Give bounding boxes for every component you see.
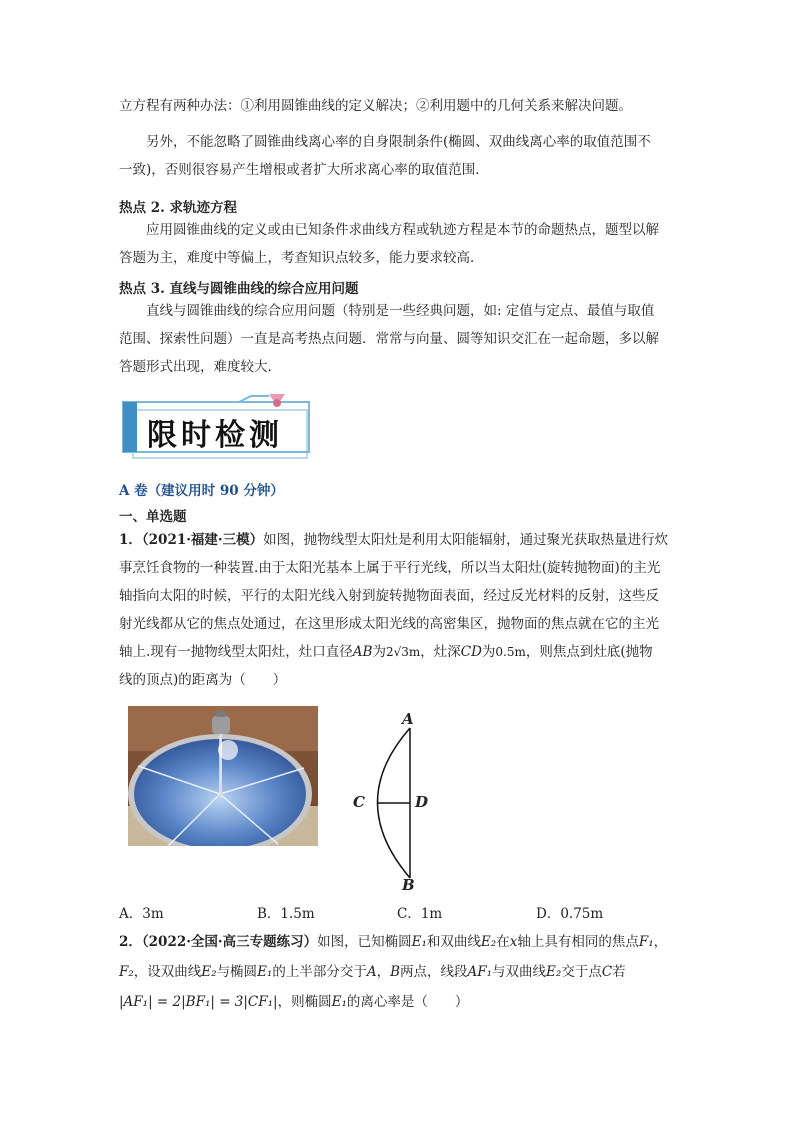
section-banner [119,392,314,464]
hot2-title: 热点 2. 求轨迹方程 [119,200,237,216]
diameter-value: 2√3m [385,645,421,659]
q2-text-1a: 如图，已知椭圆 [317,934,412,950]
segment-cd: CD [460,644,482,660]
segment-ab: AB [352,644,373,660]
q2-text-2f: 与双曲线 [492,964,547,980]
q2-text-2h: 若 [612,964,626,980]
label-d: D [415,793,429,811]
q2-text-2b: 与椭圆 [216,964,258,980]
focus-f2: F₂ [119,964,134,980]
q2-text-2c: 的上半部分交于 [272,964,367,980]
ellipse-e1: E₁ [411,934,427,950]
q2-text-2d: ， [376,964,391,980]
hot2-line-2: 答题为主，难度中等偏上，考查知识点较多，能力要求较高． [119,250,484,266]
q2-number: 2． [119,934,142,950]
q1-source: （2021·福建·三模） [141,532,264,548]
hot3-title: 热点 3. 直线与圆锥曲线的综合应用问题 [119,281,359,297]
point-c: C [601,964,613,980]
depth-value: 0.5m [495,645,526,659]
parabola-diagram [345,708,445,896]
q1-text-5e: ，则焦点到灶底(抛物 [525,644,653,660]
point-b: B [390,964,401,980]
q1-line-3: 轴指向太阳的时候，平行的太阳光线入射到旋转抛物面表面，经过反光材料的反射，这些反 [119,588,659,604]
part-heading: 一、单选题 [119,509,187,525]
q2-text-3b: ，则椭圆 [277,994,332,1010]
hot3-line-2: 范围、探索性问题）一直是高考热点问题．常常与向量、圆等知识交汇在一起命题，多以解 [119,331,659,347]
q2-formula: |AF₁| = 2|BF₁| = 3|CF₁| [119,994,278,1010]
q2-text-3c: 的离心率是（ ） [346,994,469,1010]
q2-text-2a: ，设双曲线 [133,964,202,980]
option-b: B．1.5m [257,906,315,922]
x-axis-var: x [509,934,518,950]
hyperbola-e2-ref2: E₂ [546,964,562,980]
option-d: D．0.75m [536,906,604,922]
banner-text: 限时检测 [147,418,283,453]
intro-line-1: 立方程有两种办法：①利用圆锥曲线的定义解决；②利用题中的几何关系来解决问题。 [119,98,632,114]
solar-cooker-photo [128,706,318,846]
q1-number: 1． [119,532,142,548]
q1-text-5d: 为 [481,644,496,660]
label-b: B [402,876,415,894]
q2-text-2g: 交于点 [561,964,602,980]
focus-f1: F₁ [638,934,654,950]
label-a: A [402,710,414,728]
volume-heading: A 卷（建议用时 90 分钟） [119,483,284,499]
label-c: C [353,793,365,811]
q1-line-5 [119,638,679,667]
q1-line-4: 射光线都从它的焦点处通过，在这里形成太阳光线的高密集区，抛物面的焦点就在它的主光 [119,616,659,632]
q1-line-6: 线的顶点)的距离为（ ） [119,672,287,688]
hyperbola-e2: E₂ [480,934,497,950]
hyperbola-e2-ref: E₂ [201,964,217,980]
q2-line-2 [119,958,679,987]
segment-af1: AF₁ [467,964,493,980]
point-a: A [366,964,377,980]
q1-line-1 [119,526,679,555]
q1-text-1: 如图，抛物线型太阳灶是利用太阳能辐射，通过聚光获取热量进行炊 [263,532,669,548]
option-c: C．1m [397,906,443,922]
ellipse-e1-ref: E₁ [257,964,273,980]
intro-line-3: 一致)，否则很容易产生增根或者扩大所求离心率的取值范围． [119,162,489,178]
q1-text-5a: 轴上.现有一抛物线型太阳灶，灶口直径 [119,644,353,660]
q1-line-2: 事烹饪食物的一种装置.由于太阳光基本上属于平行光线，所以当太阳灶(旋转抛物面)的主光 [119,560,661,576]
hot3-line-1: 直线与圆锥曲线的综合应用问题（特别是一些经典问题，如: 定值与定点、最值与取值 [146,303,655,319]
q1-text-5b: 为 [372,644,386,660]
q1-text-5c: ，灶深 [420,644,461,660]
q2-comma: ， [653,934,668,950]
hot2-line-1: 应用圆锥曲线的定义或由已知条件求曲线方程或轨迹方程是本节的命题热点，题型以解 [146,222,659,238]
intro-line-2: 另外，不能忽略了圆锥曲线离心率的自身限制条件(椭圆、双曲线离心率的取值范围不 [146,134,651,150]
q2-line-3 [119,988,679,1017]
ellipse-e1-ref2: E₁ [331,994,347,1010]
option-a: A．3m [119,906,164,922]
q2-line-1 [119,928,679,957]
hot3-line-3: 答题形式出现，难度较大． [119,359,281,375]
q2-text-1d: 轴上具有相同的焦点 [517,934,639,950]
q2-text-1b: 和双曲线 [426,934,481,950]
q2-source: （2022·全国·高三专题练习） [141,934,318,950]
q2-text-2e: 两点，线段 [400,964,468,980]
q2-text-1c: 在 [496,934,510,950]
